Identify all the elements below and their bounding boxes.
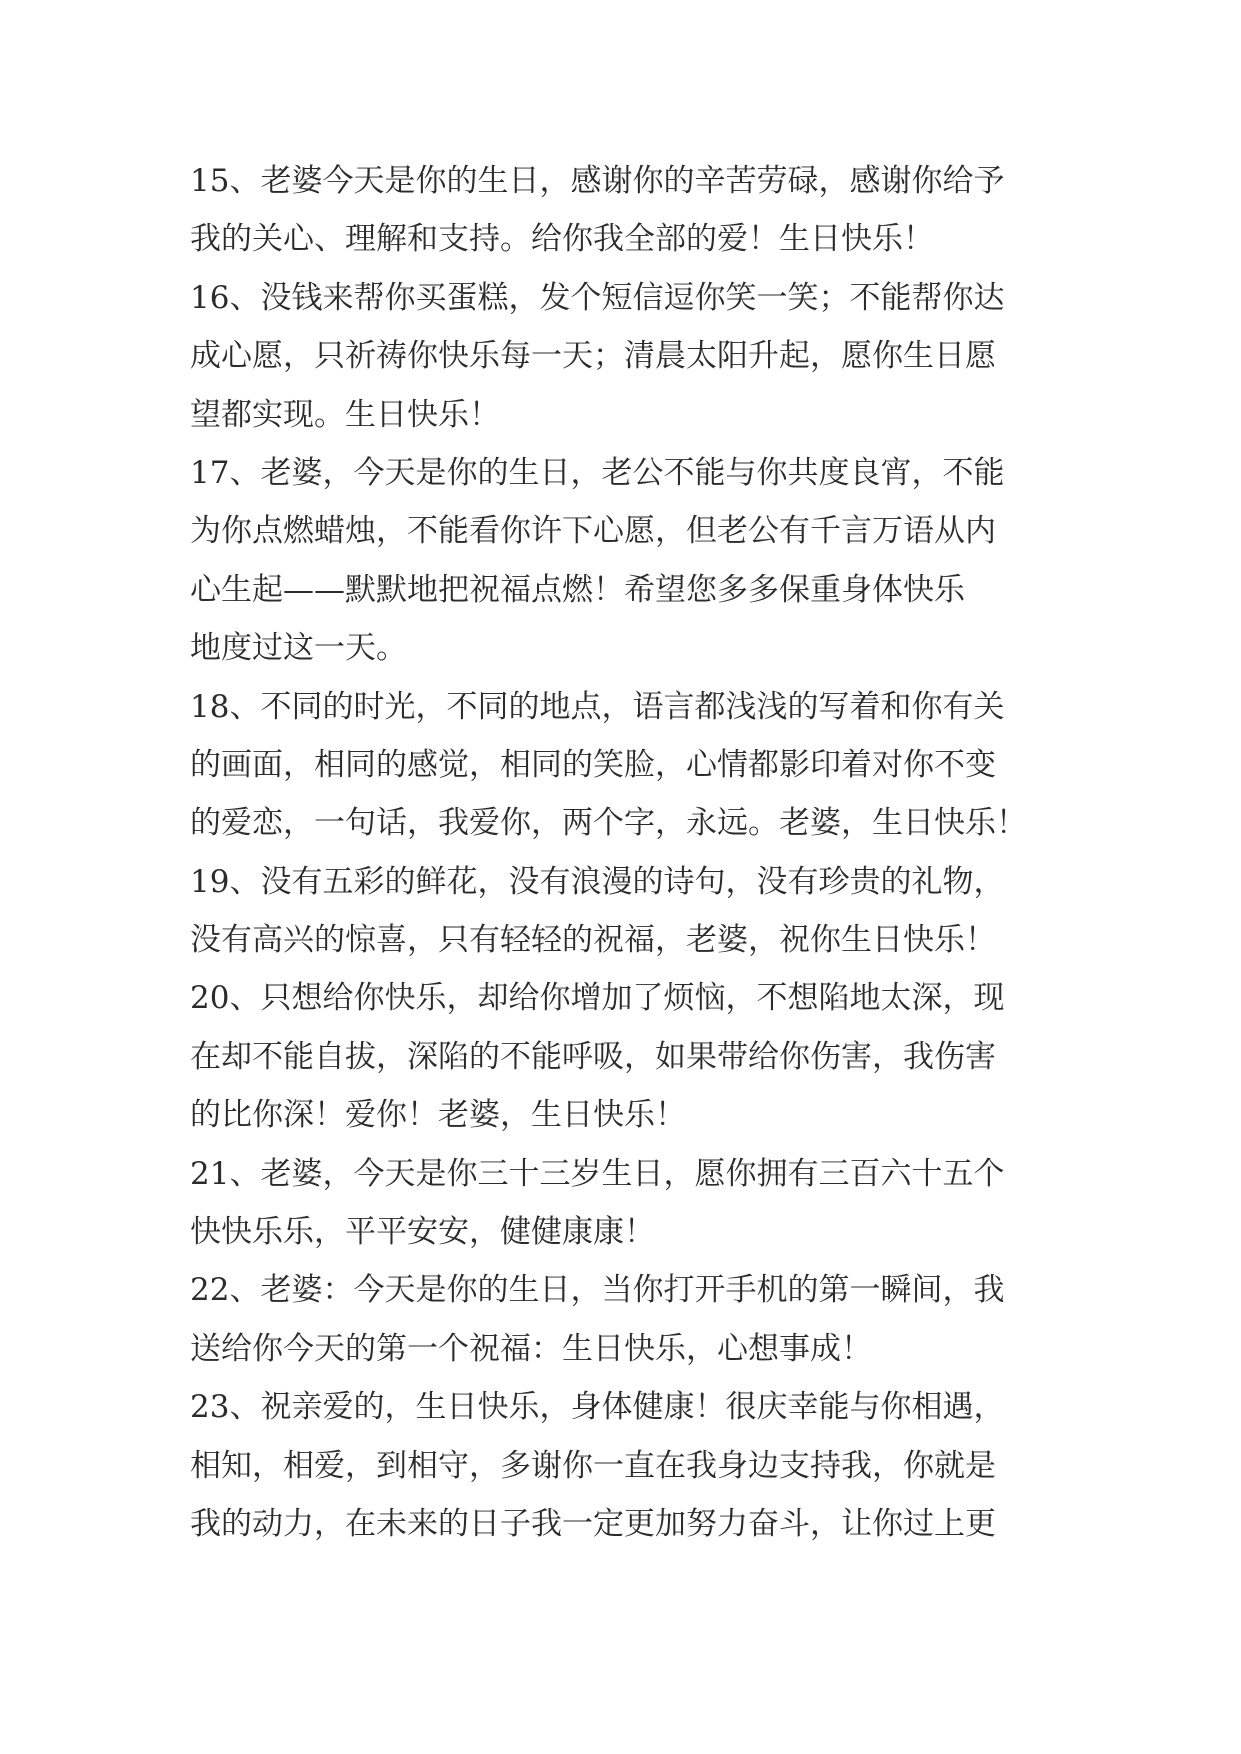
text-line: 地度过这一天。 [190,630,407,667]
text-line: 为你点燃蜡烛，不能看你许下心愿，但老公有千言万语从内 [190,513,996,550]
text-line: 22、老婆：今天是你的生日，当你打开手机的第一瞬间，我 [190,1272,1005,1309]
text-line: 我的关心、理解和支持。给你我全部的爱！生日快乐！ [190,221,934,258]
text-line: 成心愿，只祈祷你快乐每一天；清晨太阳升起，愿你生日愿 [190,338,996,375]
text-line: 我的动力，在未来的日子我一定更加努力奋斗，让你过上更 [190,1505,996,1542]
text-line: 16、没钱来帮你买蛋糕，发个短信逗你笑一笑；不能帮你达 [190,279,1005,316]
text-line: 15、老婆今天是你的生日，感谢你的辛苦劳碌，感谢你给予 [190,163,1005,199]
text-line: 没有高兴的惊喜，只有轻轻的祝福，老婆，祝你生日快乐！ [190,922,996,959]
text-line: 的爱恋，一句话，我爱你，两个字，永远。老婆，生日快乐！ [190,805,1027,842]
text-line: 在却不能自拔，深陷的不能呼吸，如果带给你伤害，我伤害 [190,1038,996,1075]
document-body [190,152,1070,1553]
text-line: 快快乐乐，平平安安，健健康康！ [190,1214,655,1251]
text-line: 相知，相爱，到相守，多谢你一直在我身边支持我，你就是 [190,1447,996,1484]
text-line: 望都实现。生日快乐！ [190,396,500,433]
text-line: 的画面，相同的感觉，相同的笑脸，心情都影印着对你不变 [190,746,996,783]
text-line: 17、老婆，今天是你的生日，老公不能与你共度良宵，不能 [190,454,1005,491]
text-line: 19、没有五彩的鲜花，没有浪漫的诗句，没有珍贵的礼物， [190,863,1005,900]
text-line: 的比你深！爱你！老婆，生日快乐！ [190,1097,686,1134]
text-line: 心生起——默默地把祝福点燃！希望您多多保重身体快乐 [190,571,965,608]
text-line: 21、老婆，今天是你三十三岁生日，愿你拥有三百六十五个 [190,1155,1005,1192]
text-line: 18、不同的时光，不同的地点，语言都浅浅的写着和你有关 [190,688,1005,725]
text-line: 20、只想给你快乐，却给你增加了烦恼，不想陷地太深，现 [190,980,1005,1017]
text-line: 23、祝亲爱的，生日快乐，身体健康！很庆幸能与你相遇， [190,1389,1005,1426]
text-line: 送给你今天的第一个祝福：生日快乐，心想事成！ [190,1330,872,1367]
